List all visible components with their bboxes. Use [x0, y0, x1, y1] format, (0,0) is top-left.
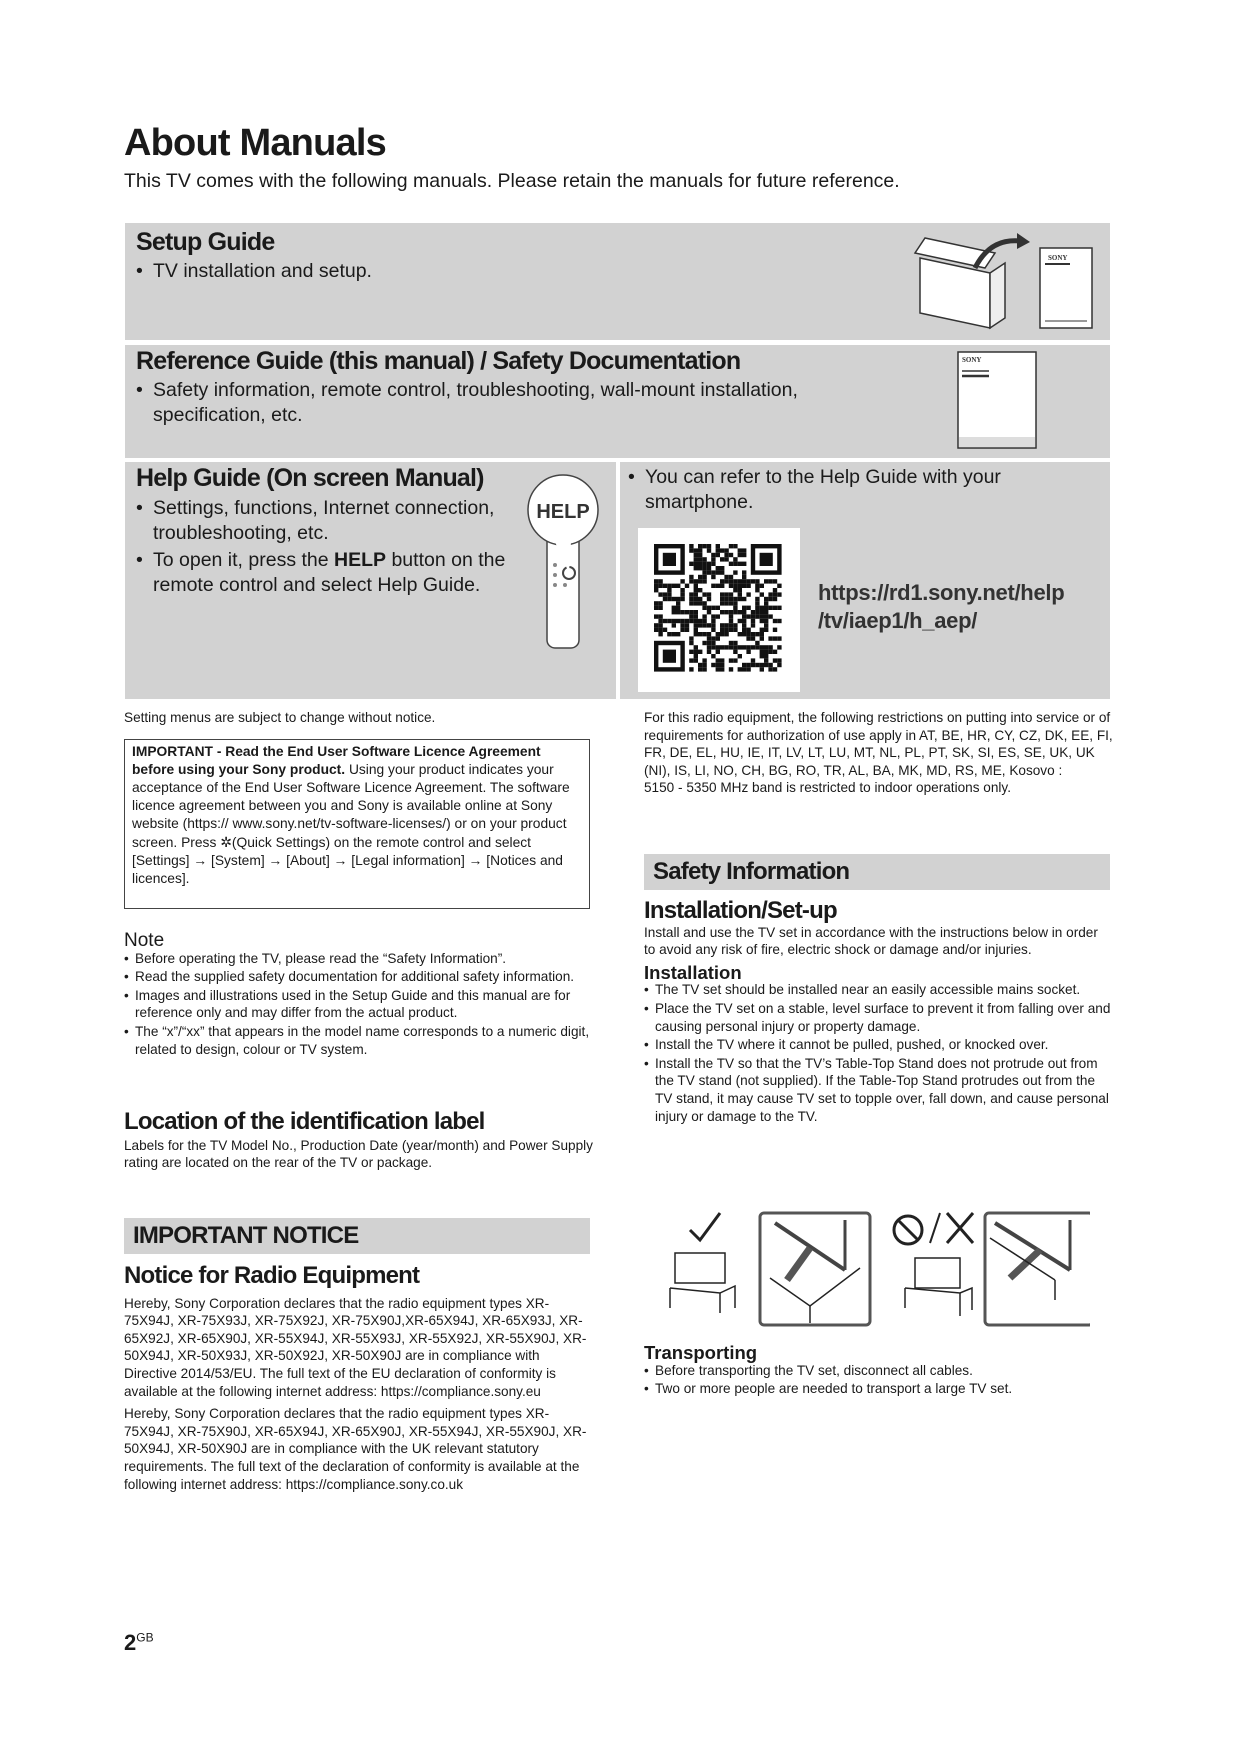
safety-information-heading: Safety Information	[653, 858, 850, 885]
important-notice-bar	[124, 1218, 590, 1254]
help-guide-bullet: • Settings, functions, Internet connection, troubleshooting, etc.	[136, 496, 516, 546]
note-item: • The “x”/“xx” that appears in the model name corresponds to a numeric digit, related to design, colour or TV system.	[124, 1023, 594, 1058]
svg-text:SONY: SONY	[962, 356, 982, 364]
location-heading: Location of the identification label	[124, 1108, 485, 1135]
correct-checkmark-icon	[690, 1213, 720, 1240]
transporting-item: • Two or more people are needed to transport a large TV set.	[644, 1380, 1112, 1398]
remote-control-help-icon	[525, 470, 605, 650]
help-guide-url[interactable]: https://rd1.sony.net/help /tv/iaep1/h_aep/	[818, 580, 1065, 633]
help-guide-smartphone-box	[620, 462, 1110, 699]
help-button-label: HELP	[536, 501, 590, 523]
radio-restrictions: For this radio equipment, the following restrictions on putting into service or of requirements for authorization of use apply in AT, BE, HR, CY, CZ, DK, EE, FI, FR, DE, EL, HU, IE, IT, LV, LT, LU, MT, NL, PL, PT, SK, SI, ES, SE, UK, UK (NI), IS, LI, NO, CH, BG, RO, TR, AL, BA, MK, MD, RS, ME, Kosovo : 5150 - 5350 MHz band is restricted to indoor operations only.	[644, 710, 1113, 796]
manual-booklet-icon	[957, 351, 1039, 451]
installation-setup-heading: Installation/Set-up	[644, 897, 837, 924]
incorrect-cross-icon	[947, 1213, 973, 1243]
important-licence-box: IMPORTANT - Read the End User Software Licence Agreement before using your Sony product. Using your product indicates your acceptance of the End User Software Licence Agreement. The software licence agreement between you and Sony is available online at Sony website (https:// www.sony.net/tv-software-licenses/) or on your product screen. Press ✲(Quick Settings) on the remote control and select [Settings] → [System] → [About] → [Legal information] → [Notices and licences].	[124, 739, 590, 909]
important-notice-heading: IMPORTANT NOTICE	[133, 1222, 359, 1249]
setup-guide-bullet: • TV installation and setup.	[136, 259, 372, 284]
intro-text: This TV comes with the following manuals. Please retain the manuals for future reference.	[124, 170, 900, 192]
safety-information-bar	[644, 854, 1110, 890]
qr-code-icon[interactable]	[638, 528, 800, 692]
note-item: • Read the supplied safety documentation for additional safety information.	[124, 968, 594, 986]
prohibited-icon	[894, 1216, 922, 1244]
note-item: • Before operating the TV, please read the “Safety Information”.	[124, 950, 594, 968]
note-heading: Note	[124, 930, 165, 951]
installation-item: • The TV set should be installed near an easily accessible mains socket.	[644, 981, 1112, 999]
installation-setup-text: Install and use the TV set in accordance with the instructions below in order to avoid any risk of fire, electric shock or damage and/or injuries.	[644, 924, 1098, 958]
reference-guide-box	[125, 345, 1110, 458]
transporting-section	[644, 1344, 1112, 1399]
radio-notice-section	[124, 1262, 594, 1498]
page-title: About Manuals	[124, 122, 386, 164]
tv-stand-illustration	[660, 1208, 1090, 1333]
smartphone-text: • You can refer to the Help Guide with your smartphone.	[628, 465, 1068, 515]
help-guide-box	[125, 462, 616, 699]
installation-item: • Install the TV so that the TV’s Table-Top Stand does not protrude out from the TV stand (not supplied). If the Table-Top Stand protrudes out from the TV stand, it may cause TV set to topple over, fall down, and cause personal injury or damage to the TV.	[644, 1055, 1112, 1125]
sony-logo: SONY	[1048, 254, 1068, 262]
note-item: • Images and illustrations used in the Setup Guide and this manual are for reference only and may differ from the actual product.	[124, 987, 594, 1022]
qr-code-container	[638, 528, 800, 692]
setting-menus-notice: Setting menus are subject to change without notice.	[124, 710, 436, 725]
transporting-heading: Transporting	[644, 1342, 758, 1363]
tv-box-illustration-icon	[905, 233, 1105, 333]
setup-guide-heading: Setup Guide	[136, 228, 275, 256]
radio-notice-heading: Notice for Radio Equipment	[124, 1262, 420, 1289]
quick-settings-gear-icon: ✲	[220, 834, 232, 850]
transporting-item: • Before transporting the TV set, disconnect all cables.	[644, 1362, 1112, 1380]
radio-eu-declaration: Hereby, Sony Corporation declares that the radio equipment types XR-75X94J, XR-75X93J, XR-75X92J, XR-75X90J,XR-65X94J, XR-65X93J, XR-65X92J, XR-65X90J, XR-55X94J, XR-55X93J, XR-55X92J, XR-55X90J, XR-50X94J, XR-50X93J, XR-50X92J, XR-50X90J are in compliance with Directive 2014/53/EU. The full text of the EU declaration of conformity is available at the following internet address: https://compliance.sony.eu	[124, 1295, 587, 1399]
help-guide-bullet: • To open it, press the HELP button on the remote control and select Help Guide.	[136, 548, 516, 598]
installation-item: • Place the TV set on a stable, level surface to prevent it from falling over and causing personal injury or property damage.	[644, 1000, 1112, 1035]
note-section	[124, 932, 594, 1059]
setup-guide-box	[125, 223, 1110, 340]
installation-heading: Installation	[644, 961, 742, 983]
reference-guide-heading: Reference Guide (this manual) / Safety Documentation	[136, 347, 741, 375]
page-number: $2^{GB}$	[124, 1630, 154, 1655]
installation-item: • Install the TV where it cannot be pulled, pushed, or knocked over.	[644, 1036, 1112, 1054]
installation-section	[644, 897, 1112, 1126]
location-text: Labels for the TV Model No., Production Date (year/month) and Power Supply rating are located on the rear of the TV or package.	[124, 1137, 593, 1171]
help-guide-heading: Help Guide (On screen Manual)	[136, 464, 484, 492]
reference-guide-bullet: • Safety information, remote control, troubleshooting, wall-mount installation, specification, etc.	[136, 378, 916, 428]
radio-uk-declaration: Hereby, Sony Corporation declares that the radio equipment types XR-75X94J, XR-75X90J, XR-65X94J, XR-65X90J, XR-55X94J, XR-55X90J, XR-50X94J, XR-50X90J are in compliance with the UK relevant statutory requirements. The full text of the declaration of conformity is available at the following internet address: https://compliance.sony.co.uk	[124, 1406, 587, 1492]
location-section	[124, 1108, 594, 1177]
